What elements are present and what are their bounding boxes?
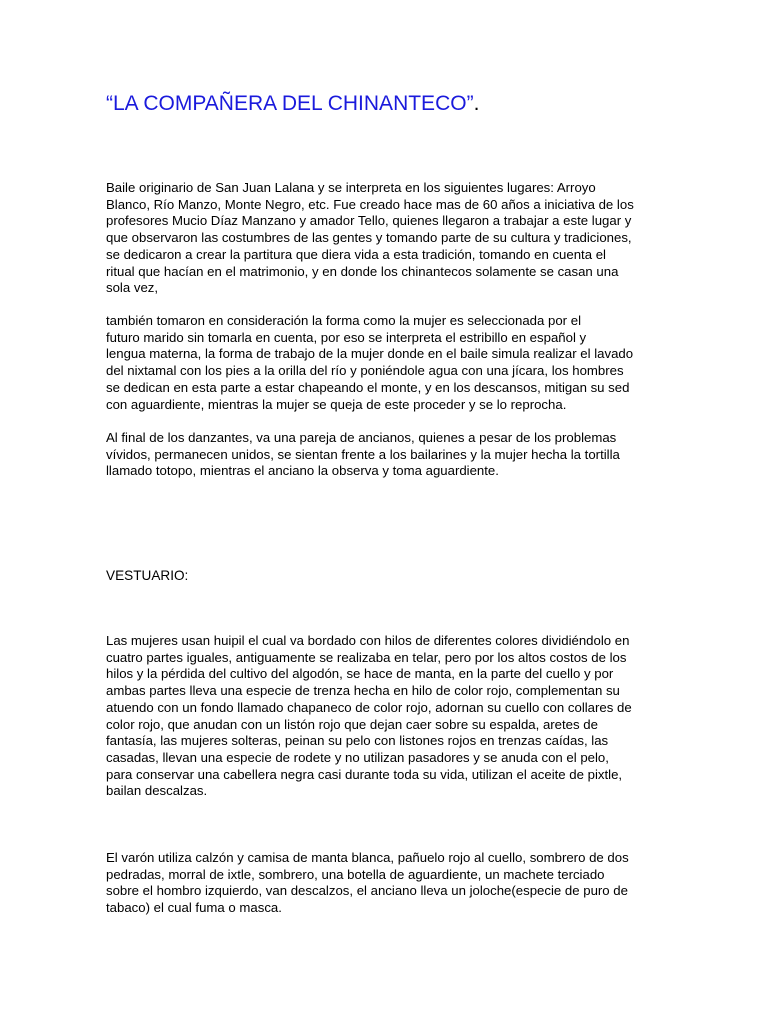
document-title [106, 91, 479, 117]
paragraph-elders: Al final de los danzantes, va una pareja de ancianos, quienes a pesar de los problemas vívidos, permanecen unidos, se sientan frente a los bailarines y la mujer hecha la tortilla llamado totopo, mientras el anciano la observa y toma aguardiente. [106, 430, 620, 479]
paragraph-men-costume: El varón utiliza calzón y camisa de manta blanca, pañuelo rojo al cuello, sombrero de dos pedradas, morral de ixtle, sombrero, una botella de aguardiente, un machete terciado sobre el hombro izquierdo, van descalzos, el anciano lleva un joloche(especie de puro de tabaco) el cual fuma o masca. [106, 850, 629, 916]
paragraph-origin: Baile originario de San Juan Lalana y se interpreta en los siguientes lugares: Arroyo Blanco, Río Manzo, Monte Negro, etc. Fue creado hace mas de 60 años a iniciativa de los profesores Mucio Díaz Manzano y amador Tello, quienes llegaron a trabajar a este lugar y que observaron las costumbres de las gentes y tomando parte de su cultura y tradiciones, se dedicaron a crear la partitura que diera vida a esta tradición, tomando en cuenta el ritual que hacían en el matrimonio, y en donde los chinantecos solamente se casan una sola vez, [106, 180, 634, 296]
paragraph-consideration: también tomaron en consideración la forma como la mujer es seleccionada por el futuro marido sin tomarla en cuenta, por eso se interpreta el estribillo en español y lengua materna, la forma de trabajo de la mujer donde en el baile simula realizar el lavado del nixtamal con los pies a la orilla del río y poniéndole agua con una jícara, los hombres se dedican en esta parte a estar chapeando el monte, y en los descansos, mitigan su sed con aguardiente, mientras la mujer se queja de este proceder y se lo reprocha. [106, 313, 634, 412]
title-text: “LA COMPAÑERA DEL CHINANTECO” [106, 92, 474, 115]
section-heading-vestuario: VESTUARIO: [106, 568, 189, 583]
paragraph-women-costume: Las mujeres usan huipil el cual va bordado con hilos de diferentes colores dividiéndolo en cuatro partes iguales, antiguamente se realizaba en telar, pero por los altos costos de los hilos y la pérdida del cultivo del algodón, se hace de manta, en la parte del cuello y por ambas partes lleva una especie de trenza hecha en hilo de color rojo, complementan su atuendo con un fondo llamado chapaneco de color rojo, adornan su cuello con collares de color rojo, que anudan con un listón rojo que dejan caer sobre su espalda, aretes de fantasía, las mujeres solteras, peinan su pelo con listones rojos en trenzas caídas, las casadas, llevan una especie de rodete y no utilizan pasadores y se anuda con el pelo, para conservar una cabellera negra casi durante toda su vida, utilizan el aceite de pixtle, bailan descalzas. [106, 633, 632, 799]
title-period: . [473, 92, 480, 115]
